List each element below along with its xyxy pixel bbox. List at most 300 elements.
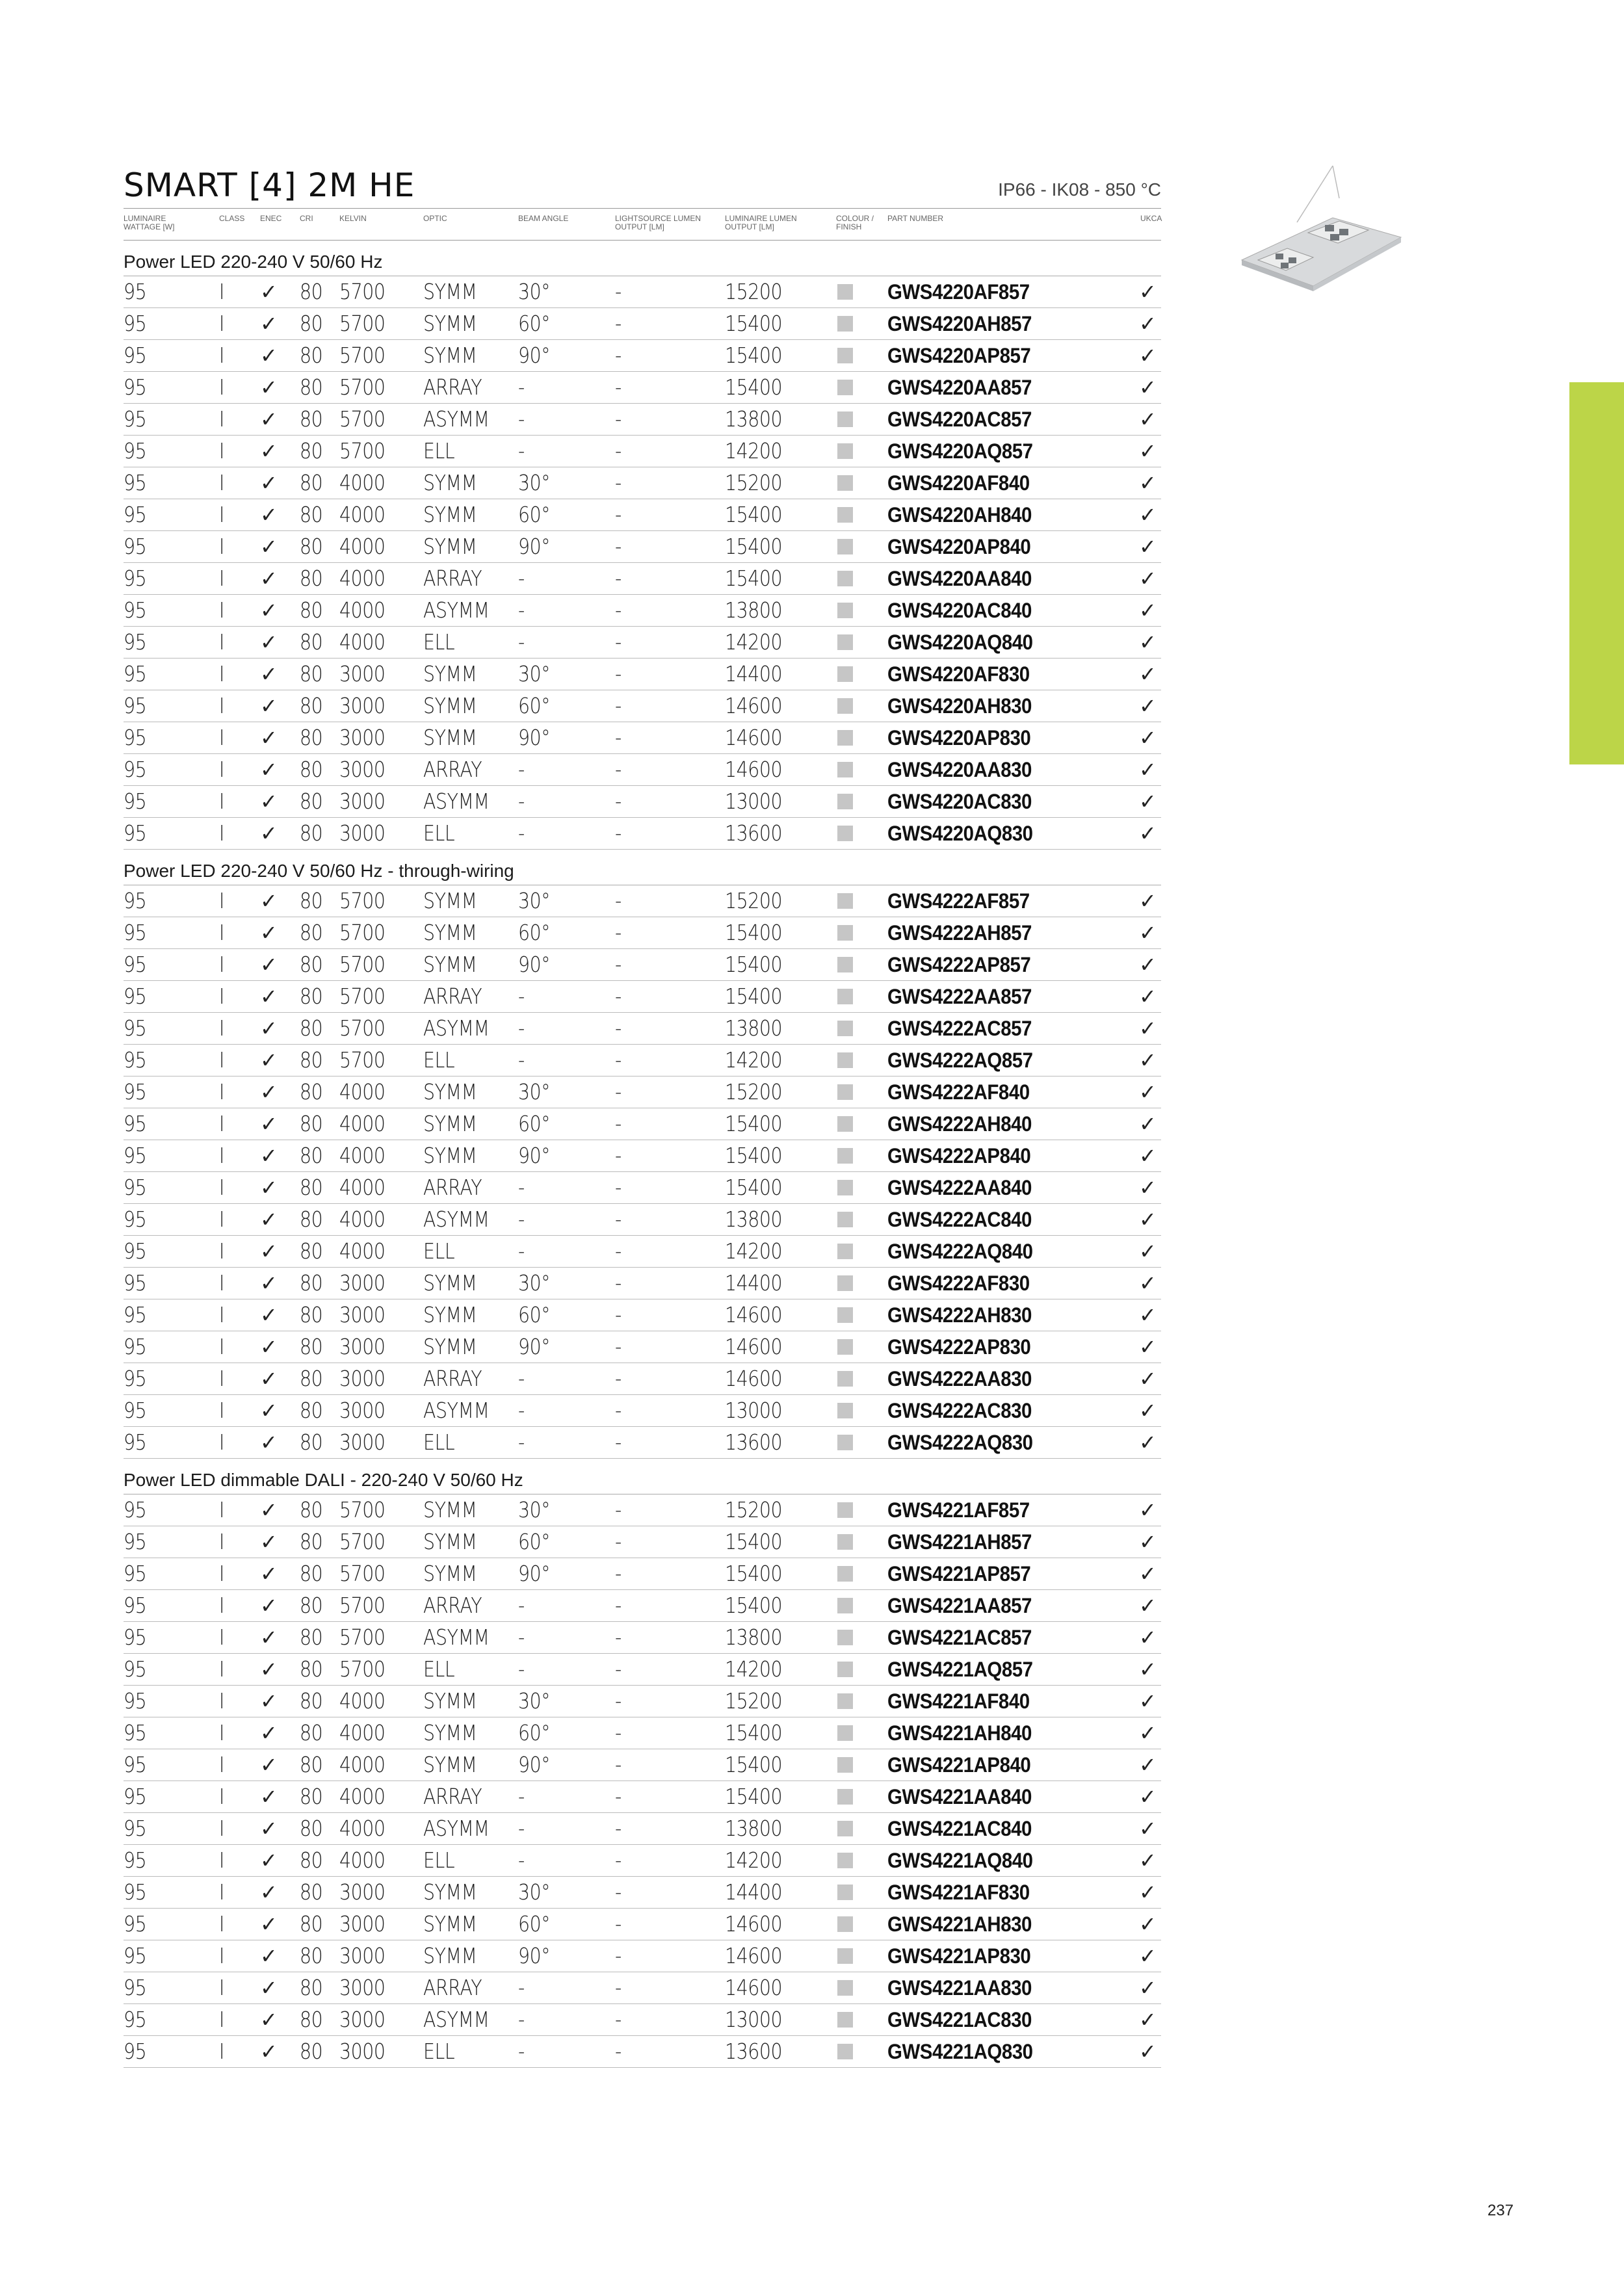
section-title: Power LED dimmable DALI - 220-240 V 50/60 Hz: [124, 1459, 1161, 1494]
kelvin-cell: 4000: [339, 1688, 386, 1714]
beam-angle-cell: -: [518, 1398, 525, 1423]
part-number-cell: GWS4221AQ857: [887, 1658, 1033, 1681]
ukca-check-icon: ✓: [1139, 694, 1157, 718]
class-cell: I: [219, 1270, 224, 1296]
ukca-check-icon: ✓: [1139, 1335, 1157, 1359]
enec-check-icon: ✓: [260, 1530, 278, 1554]
luminaire-lumen-cell: 13000: [725, 2007, 783, 2032]
class-cell: I: [219, 374, 224, 400]
beam-angle-cell: -: [518, 1593, 525, 1618]
wattage-cell: 95: [124, 757, 147, 782]
table-row: [124, 1622, 1161, 1654]
beam-angle-cell: 30°: [518, 1270, 551, 1296]
table-row: [124, 659, 1161, 690]
beam-angle-cell: -: [518, 566, 525, 591]
colour-swatch: [837, 989, 853, 1004]
class-cell: I: [219, 1366, 224, 1391]
table-row: [124, 1654, 1161, 1686]
table-row: [124, 1909, 1161, 1940]
colour-swatch: [837, 1948, 853, 1964]
table-row: [124, 1940, 1161, 1972]
page-number: 237: [1487, 2202, 1514, 2219]
kelvin-cell: 3000: [339, 789, 386, 814]
colour-swatch: [837, 1084, 853, 1100]
cri-cell: 80: [300, 1079, 323, 1104]
optic-cell: SYMM: [423, 1143, 477, 1168]
beam-angle-cell: -: [518, 438, 525, 463]
optic-cell: ASYMM: [423, 1207, 490, 1232]
cri-cell: 80: [300, 1688, 323, 1714]
ukca-check-icon: ✓: [1139, 598, 1157, 623]
part-number-cell: GWS4221AC857: [887, 1626, 1032, 1649]
cri-cell: 80: [300, 1816, 323, 1841]
table-row: [124, 436, 1161, 467]
wattage-cell: 95: [124, 984, 147, 1009]
optic-cell: SYMM: [423, 1497, 477, 1522]
luminaire-lumen-cell: 15400: [725, 1175, 783, 1200]
lightsource-lumen-cell: -: [615, 566, 622, 591]
cri-cell: 80: [300, 470, 323, 495]
part-number-cell: GWS4222AP830: [887, 1335, 1031, 1359]
luminaire-lumen-cell: 15400: [725, 343, 783, 368]
colour-swatch: [837, 1821, 853, 1836]
part-number-cell: GWS4221AA857: [887, 1594, 1032, 1617]
optic-cell: SYMM: [423, 725, 477, 750]
ukca-check-icon: ✓: [1139, 821, 1157, 846]
ukca-check-icon: ✓: [1139, 1816, 1157, 1841]
lightsource-lumen-cell: -: [615, 920, 622, 945]
luminaire-lumen-cell: 14600: [725, 1911, 783, 1937]
optic-cell: ELL: [423, 1656, 455, 1682]
luminaire-lumen-cell: 14600: [725, 725, 783, 750]
enec-check-icon: ✓: [260, 757, 278, 782]
luminaire-lumen-cell: 13800: [725, 1624, 783, 1650]
lightsource-lumen-cell: -: [615, 1111, 622, 1136]
table-row: [124, 1076, 1161, 1108]
optic-cell: ARRAY: [423, 1784, 482, 1809]
class-cell: I: [219, 888, 224, 913]
part-number-cell: GWS4220AA857: [887, 376, 1032, 399]
part-number-cell: GWS4220AF840: [887, 471, 1030, 495]
part-number-cell: GWS4221AP857: [887, 1562, 1031, 1585]
enec-check-icon: ✓: [260, 1498, 278, 1522]
table-row: [124, 2036, 1161, 2068]
part-number-cell: GWS4220AA840: [887, 567, 1032, 590]
part-number-cell: GWS4221AP840: [887, 1753, 1031, 1777]
kelvin-cell: 3000: [339, 2007, 386, 2032]
beam-angle-cell: -: [518, 1429, 525, 1455]
table-row: [124, 563, 1161, 595]
beam-angle-cell: -: [518, 757, 525, 782]
luminaire-lumen-cell: 14600: [725, 1334, 783, 1359]
wattage-cell: 95: [124, 1561, 147, 1586]
luminaire-lumen-cell: 14600: [725, 1943, 783, 1968]
part-number-cell: GWS4220AQ840: [887, 631, 1033, 654]
beam-angle-cell: 60°: [518, 1529, 551, 1554]
table-row: [124, 1236, 1161, 1268]
lightsource-lumen-cell: -: [615, 279, 622, 304]
beam-angle-cell: 60°: [518, 1111, 551, 1136]
colour-swatch: [837, 507, 853, 523]
wattage-cell: 95: [124, 1943, 147, 1968]
kelvin-cell: 5700: [339, 343, 386, 368]
beam-angle-cell: 30°: [518, 470, 551, 495]
enec-check-icon: ✓: [260, 984, 278, 1009]
class-cell: I: [219, 693, 224, 718]
cri-cell: 80: [300, 1015, 323, 1041]
beam-angle-cell: -: [518, 629, 525, 655]
luminaire-lumen-cell: 13800: [725, 1207, 783, 1232]
cri-cell: 80: [300, 1429, 323, 1455]
wattage-cell: 95: [124, 502, 147, 527]
class-cell: I: [219, 1879, 224, 1905]
wattage-cell: 95: [124, 311, 147, 336]
cri-cell: 80: [300, 1720, 323, 1745]
optic-cell: ASYMM: [423, 1398, 490, 1423]
optic-cell: SYMM: [423, 279, 477, 304]
ukca-check-icon: ✓: [1139, 1398, 1157, 1423]
kelvin-cell: 4000: [339, 1175, 386, 1200]
enec-check-icon: ✓: [260, 311, 278, 336]
optic-cell: ARRAY: [423, 1175, 482, 1200]
cri-cell: 80: [300, 1366, 323, 1391]
ukca-check-icon: ✓: [1139, 375, 1157, 400]
luminaire-lumen-cell: 15200: [725, 888, 783, 913]
wattage-cell: 95: [124, 1429, 147, 1455]
optic-cell: ELL: [423, 438, 455, 463]
table-row: [124, 1172, 1161, 1204]
class-cell: I: [219, 661, 224, 686]
luminaire-lumen-cell: 15200: [725, 1497, 783, 1522]
ukca-check-icon: ✓: [1139, 1848, 1157, 1873]
wattage-cell: 95: [124, 1079, 147, 1104]
wattage-cell: 95: [124, 1847, 147, 1873]
luminaire-lumen-cell: 15200: [725, 1688, 783, 1714]
kelvin-cell: 3000: [339, 2039, 386, 2064]
wattage-cell: 95: [124, 1624, 147, 1650]
lightsource-lumen-cell: -: [615, 820, 622, 846]
colour-swatch: [837, 1244, 853, 1259]
table-row: [124, 949, 1161, 981]
ukca-check-icon: ✓: [1139, 889, 1157, 913]
beam-angle-cell: 30°: [518, 888, 551, 913]
optic-cell: SYMM: [423, 502, 477, 527]
beam-angle-cell: 90°: [518, 1143, 551, 1168]
luminaire-lumen-cell: 13600: [725, 1429, 783, 1455]
luminaire-lumen-cell: 14600: [725, 693, 783, 718]
table-row: [124, 754, 1161, 786]
class-cell: I: [219, 629, 224, 655]
optic-cell: SYMM: [423, 888, 477, 913]
colour-swatch: [837, 2044, 853, 2059]
wattage-cell: 95: [124, 374, 147, 400]
ukca-check-icon: ✓: [1139, 725, 1157, 750]
ukca-check-icon: ✓: [1139, 1143, 1157, 1168]
luminaire-lumen-cell: 15200: [725, 279, 783, 304]
kelvin-cell: 4000: [339, 1111, 386, 1136]
class-cell: I: [219, 438, 224, 463]
colour-swatch: [837, 1180, 853, 1195]
colour-swatch: [837, 893, 853, 909]
table-row: [124, 1045, 1161, 1076]
lightsource-lumen-cell: -: [615, 661, 622, 686]
enec-check-icon: ✓: [260, 1689, 278, 1714]
part-number-cell: GWS4222AA857: [887, 985, 1032, 1008]
enec-check-icon: ✓: [260, 471, 278, 495]
colour-swatch: [837, 1403, 853, 1418]
enec-check-icon: ✓: [260, 1335, 278, 1359]
lightsource-lumen-cell: -: [615, 597, 622, 623]
wattage-cell: 95: [124, 1015, 147, 1041]
lightsource-lumen-cell: -: [615, 1143, 622, 1168]
kelvin-cell: 3000: [339, 1302, 386, 1327]
wattage-cell: 95: [124, 888, 147, 913]
beam-angle-cell: -: [518, 1207, 525, 1232]
enec-check-icon: ✓: [260, 1430, 278, 1455]
class-cell: I: [219, 1238, 224, 1264]
kelvin-cell: 3000: [339, 1398, 386, 1423]
kelvin-cell: 3000: [339, 725, 386, 750]
luminaire-lumen-cell: 14200: [725, 1656, 783, 1682]
cri-cell: 80: [300, 952, 323, 977]
optic-cell: ASYMM: [423, 789, 490, 814]
class-cell: I: [219, 1688, 224, 1714]
cri-cell: 80: [300, 2039, 323, 2064]
enec-check-icon: ✓: [260, 1239, 278, 1264]
colour-swatch: [837, 1275, 853, 1291]
header-optic: OPTIC: [423, 214, 447, 223]
part-number-cell: GWS4220AQ857: [887, 439, 1033, 463]
part-number-cell: GWS4222AQ840: [887, 1240, 1033, 1263]
kelvin-cell: 3000: [339, 820, 386, 846]
wattage-cell: 95: [124, 597, 147, 623]
lightsource-lumen-cell: -: [615, 1047, 622, 1073]
class-cell: I: [219, 406, 224, 432]
kelvin-cell: 4000: [339, 502, 386, 527]
colour-swatch: [837, 316, 853, 332]
luminaire-lumen-cell: 14600: [725, 1975, 783, 2000]
luminaire-lumen-cell: 15200: [725, 470, 783, 495]
lightsource-lumen-cell: -: [615, 1270, 622, 1296]
ukca-check-icon: ✓: [1139, 1239, 1157, 1264]
part-number-cell: GWS4220AH830: [887, 694, 1032, 718]
wattage-cell: 95: [124, 2039, 147, 2064]
class-cell: I: [219, 1656, 224, 1682]
wattage-cell: 95: [124, 693, 147, 718]
section-title: Power LED 220-240 V 50/60 Hz - through-wiring: [124, 850, 1161, 885]
header-luminaire-lumen: LUMINAIRE LUMEN OUTPUT [LM]: [725, 214, 797, 231]
table-row: [124, 1204, 1161, 1236]
kelvin-cell: 3000: [339, 1911, 386, 1937]
enec-check-icon: ✓: [260, 1303, 278, 1327]
cri-cell: 80: [300, 597, 323, 623]
part-number-cell: GWS4220AH840: [887, 503, 1032, 527]
cri-cell: 80: [300, 725, 323, 750]
kelvin-cell: 5700: [339, 374, 386, 400]
lightsource-lumen-cell: -: [615, 2007, 622, 2032]
part-number-cell: GWS4221AC830: [887, 2008, 1032, 2031]
lightsource-lumen-cell: -: [615, 1752, 622, 1777]
enec-check-icon: ✓: [260, 1784, 278, 1809]
enec-check-icon: ✓: [260, 1143, 278, 1168]
optic-cell: SYMM: [423, 1879, 477, 1905]
table-row: [124, 499, 1161, 531]
optic-cell: ARRAY: [423, 374, 482, 400]
table-row: [124, 1590, 1161, 1622]
part-number-cell: GWS4220AP857: [887, 344, 1031, 367]
kelvin-cell: 5700: [339, 406, 386, 432]
table-row: [124, 1526, 1161, 1558]
wattage-cell: 95: [124, 1593, 147, 1618]
colour-swatch: [837, 1502, 853, 1518]
table-row: [124, 917, 1161, 949]
part-number-cell: GWS4221AQ840: [887, 1849, 1033, 1872]
table-row: [124, 1749, 1161, 1781]
cri-cell: 80: [300, 1497, 323, 1522]
optic-cell: SYMM: [423, 1529, 477, 1554]
colour-swatch: [837, 539, 853, 554]
kelvin-cell: 5700: [339, 920, 386, 945]
table-row: [124, 1972, 1161, 2004]
wattage-cell: 95: [124, 1175, 147, 1200]
enec-check-icon: ✓: [260, 1880, 278, 1905]
page-title: SMART [4] 2M HE: [124, 166, 415, 204]
enec-check-icon: ✓: [260, 1398, 278, 1423]
class-cell: I: [219, 311, 224, 336]
beam-angle-cell: 60°: [518, 502, 551, 527]
lightsource-lumen-cell: -: [615, 438, 622, 463]
part-number-cell: GWS4221AC840: [887, 1817, 1032, 1840]
optic-cell: ARRAY: [423, 1975, 482, 2000]
beam-angle-cell: 60°: [518, 693, 551, 718]
wattage-cell: 95: [124, 534, 147, 559]
ukca-check-icon: ✓: [1139, 1625, 1157, 1650]
beam-angle-cell: -: [518, 820, 525, 846]
kelvin-cell: 5700: [339, 952, 386, 977]
luminaire-lumen-cell: 15400: [725, 1752, 783, 1777]
lightsource-lumen-cell: -: [615, 1302, 622, 1327]
header-lightsource-lumen: LIGHTSOURCE LUMEN OUTPUT [LM]: [615, 214, 701, 231]
colour-swatch: [837, 475, 853, 491]
table-row: [124, 467, 1161, 499]
wattage-cell: 95: [124, 1334, 147, 1359]
class-cell: I: [219, 1015, 224, 1041]
enec-check-icon: ✓: [260, 343, 278, 368]
beam-angle-cell: -: [518, 1816, 525, 1841]
wattage-cell: 95: [124, 1656, 147, 1682]
kelvin-cell: 4000: [339, 1816, 386, 1841]
colour-swatch: [837, 1916, 853, 1932]
part-number-cell: GWS4221AF857: [887, 1498, 1030, 1522]
optic-cell: ELL: [423, 1847, 455, 1873]
wattage-cell: 95: [124, 1879, 147, 1905]
colour-swatch: [837, 1693, 853, 1709]
wattage-cell: 95: [124, 470, 147, 495]
enec-check-icon: ✓: [260, 1944, 278, 1968]
part-number-cell: GWS4221AF830: [887, 1881, 1030, 1904]
beam-angle-cell: -: [518, 1175, 525, 1200]
beam-angle-cell: 90°: [518, 534, 551, 559]
cri-cell: 80: [300, 1656, 323, 1682]
luminaire-lumen-cell: 15400: [725, 1784, 783, 1809]
kelvin-cell: 3000: [339, 1975, 386, 2000]
cri-cell: 80: [300, 343, 323, 368]
kelvin-cell: 3000: [339, 1270, 386, 1296]
lightsource-lumen-cell: -: [615, 757, 622, 782]
class-cell: I: [219, 1720, 224, 1745]
enec-check-icon: ✓: [260, 566, 278, 591]
ukca-check-icon: ✓: [1139, 1271, 1157, 1296]
optic-cell: SYMM: [423, 534, 477, 559]
luminaire-lumen-cell: 13600: [725, 820, 783, 846]
colour-swatch: [837, 925, 853, 941]
ukca-check-icon: ✓: [1139, 1561, 1157, 1586]
header-wattage: LUMINAIRE WATTAGE [W]: [124, 214, 175, 231]
table-row: [124, 404, 1161, 436]
wattage-cell: 95: [124, 725, 147, 750]
part-number-cell: GWS4222AA830: [887, 1367, 1032, 1390]
part-number-cell: GWS4220AP840: [887, 535, 1031, 558]
part-number-cell: GWS4222AQ830: [887, 1431, 1033, 1454]
cri-cell: 80: [300, 1047, 323, 1073]
colour-swatch: [837, 2012, 853, 2028]
ukca-check-icon: ✓: [1139, 1784, 1157, 1809]
optic-cell: SYMM: [423, 952, 477, 977]
colour-swatch: [837, 826, 853, 841]
class-cell: I: [219, 343, 224, 368]
kelvin-cell: 4000: [339, 470, 386, 495]
ukca-check-icon: ✓: [1139, 1112, 1157, 1136]
luminaire-lumen-cell: 14200: [725, 1847, 783, 1873]
luminaire-lumen-cell: 13800: [725, 1015, 783, 1041]
table-row: [124, 2004, 1161, 2036]
cri-cell: 80: [300, 820, 323, 846]
luminaire-lumen-cell: 15400: [725, 534, 783, 559]
lightsource-lumen-cell: -: [615, 952, 622, 977]
class-cell: I: [219, 502, 224, 527]
section-title: Power LED 220-240 V 50/60 Hz: [124, 241, 1161, 276]
lightsource-lumen-cell: -: [615, 1175, 622, 1200]
optic-cell: SYMM: [423, 693, 477, 718]
beam-angle-cell: -: [518, 374, 525, 400]
part-number-cell: GWS4222AH830: [887, 1303, 1032, 1327]
optic-cell: SYMM: [423, 1943, 477, 1968]
part-number-cell: GWS4222AP840: [887, 1144, 1031, 1168]
table-row: [124, 1331, 1161, 1363]
colour-swatch: [837, 698, 853, 714]
ukca-check-icon: ✓: [1139, 984, 1157, 1009]
table-row: [124, 531, 1161, 563]
table-row: [124, 1108, 1161, 1140]
table-row: [124, 595, 1161, 627]
luminaire-lumen-cell: 15400: [725, 1720, 783, 1745]
ukca-check-icon: ✓: [1139, 1657, 1157, 1682]
kelvin-cell: 4000: [339, 1143, 386, 1168]
enec-check-icon: ✓: [260, 1271, 278, 1296]
class-cell: I: [219, 1175, 224, 1200]
optic-cell: ELL: [423, 820, 455, 846]
kelvin-cell: 5700: [339, 1656, 386, 1682]
optic-cell: ARRAY: [423, 566, 482, 591]
wattage-cell: 95: [124, 1047, 147, 1073]
table-row: [124, 627, 1161, 659]
lightsource-lumen-cell: -: [615, 343, 622, 368]
luminaire-lumen-cell: 15400: [725, 1143, 783, 1168]
cri-cell: 80: [300, 888, 323, 913]
enec-check-icon: ✓: [260, 375, 278, 400]
cri-cell: 80: [300, 1207, 323, 1232]
table-row: [124, 1813, 1161, 1845]
